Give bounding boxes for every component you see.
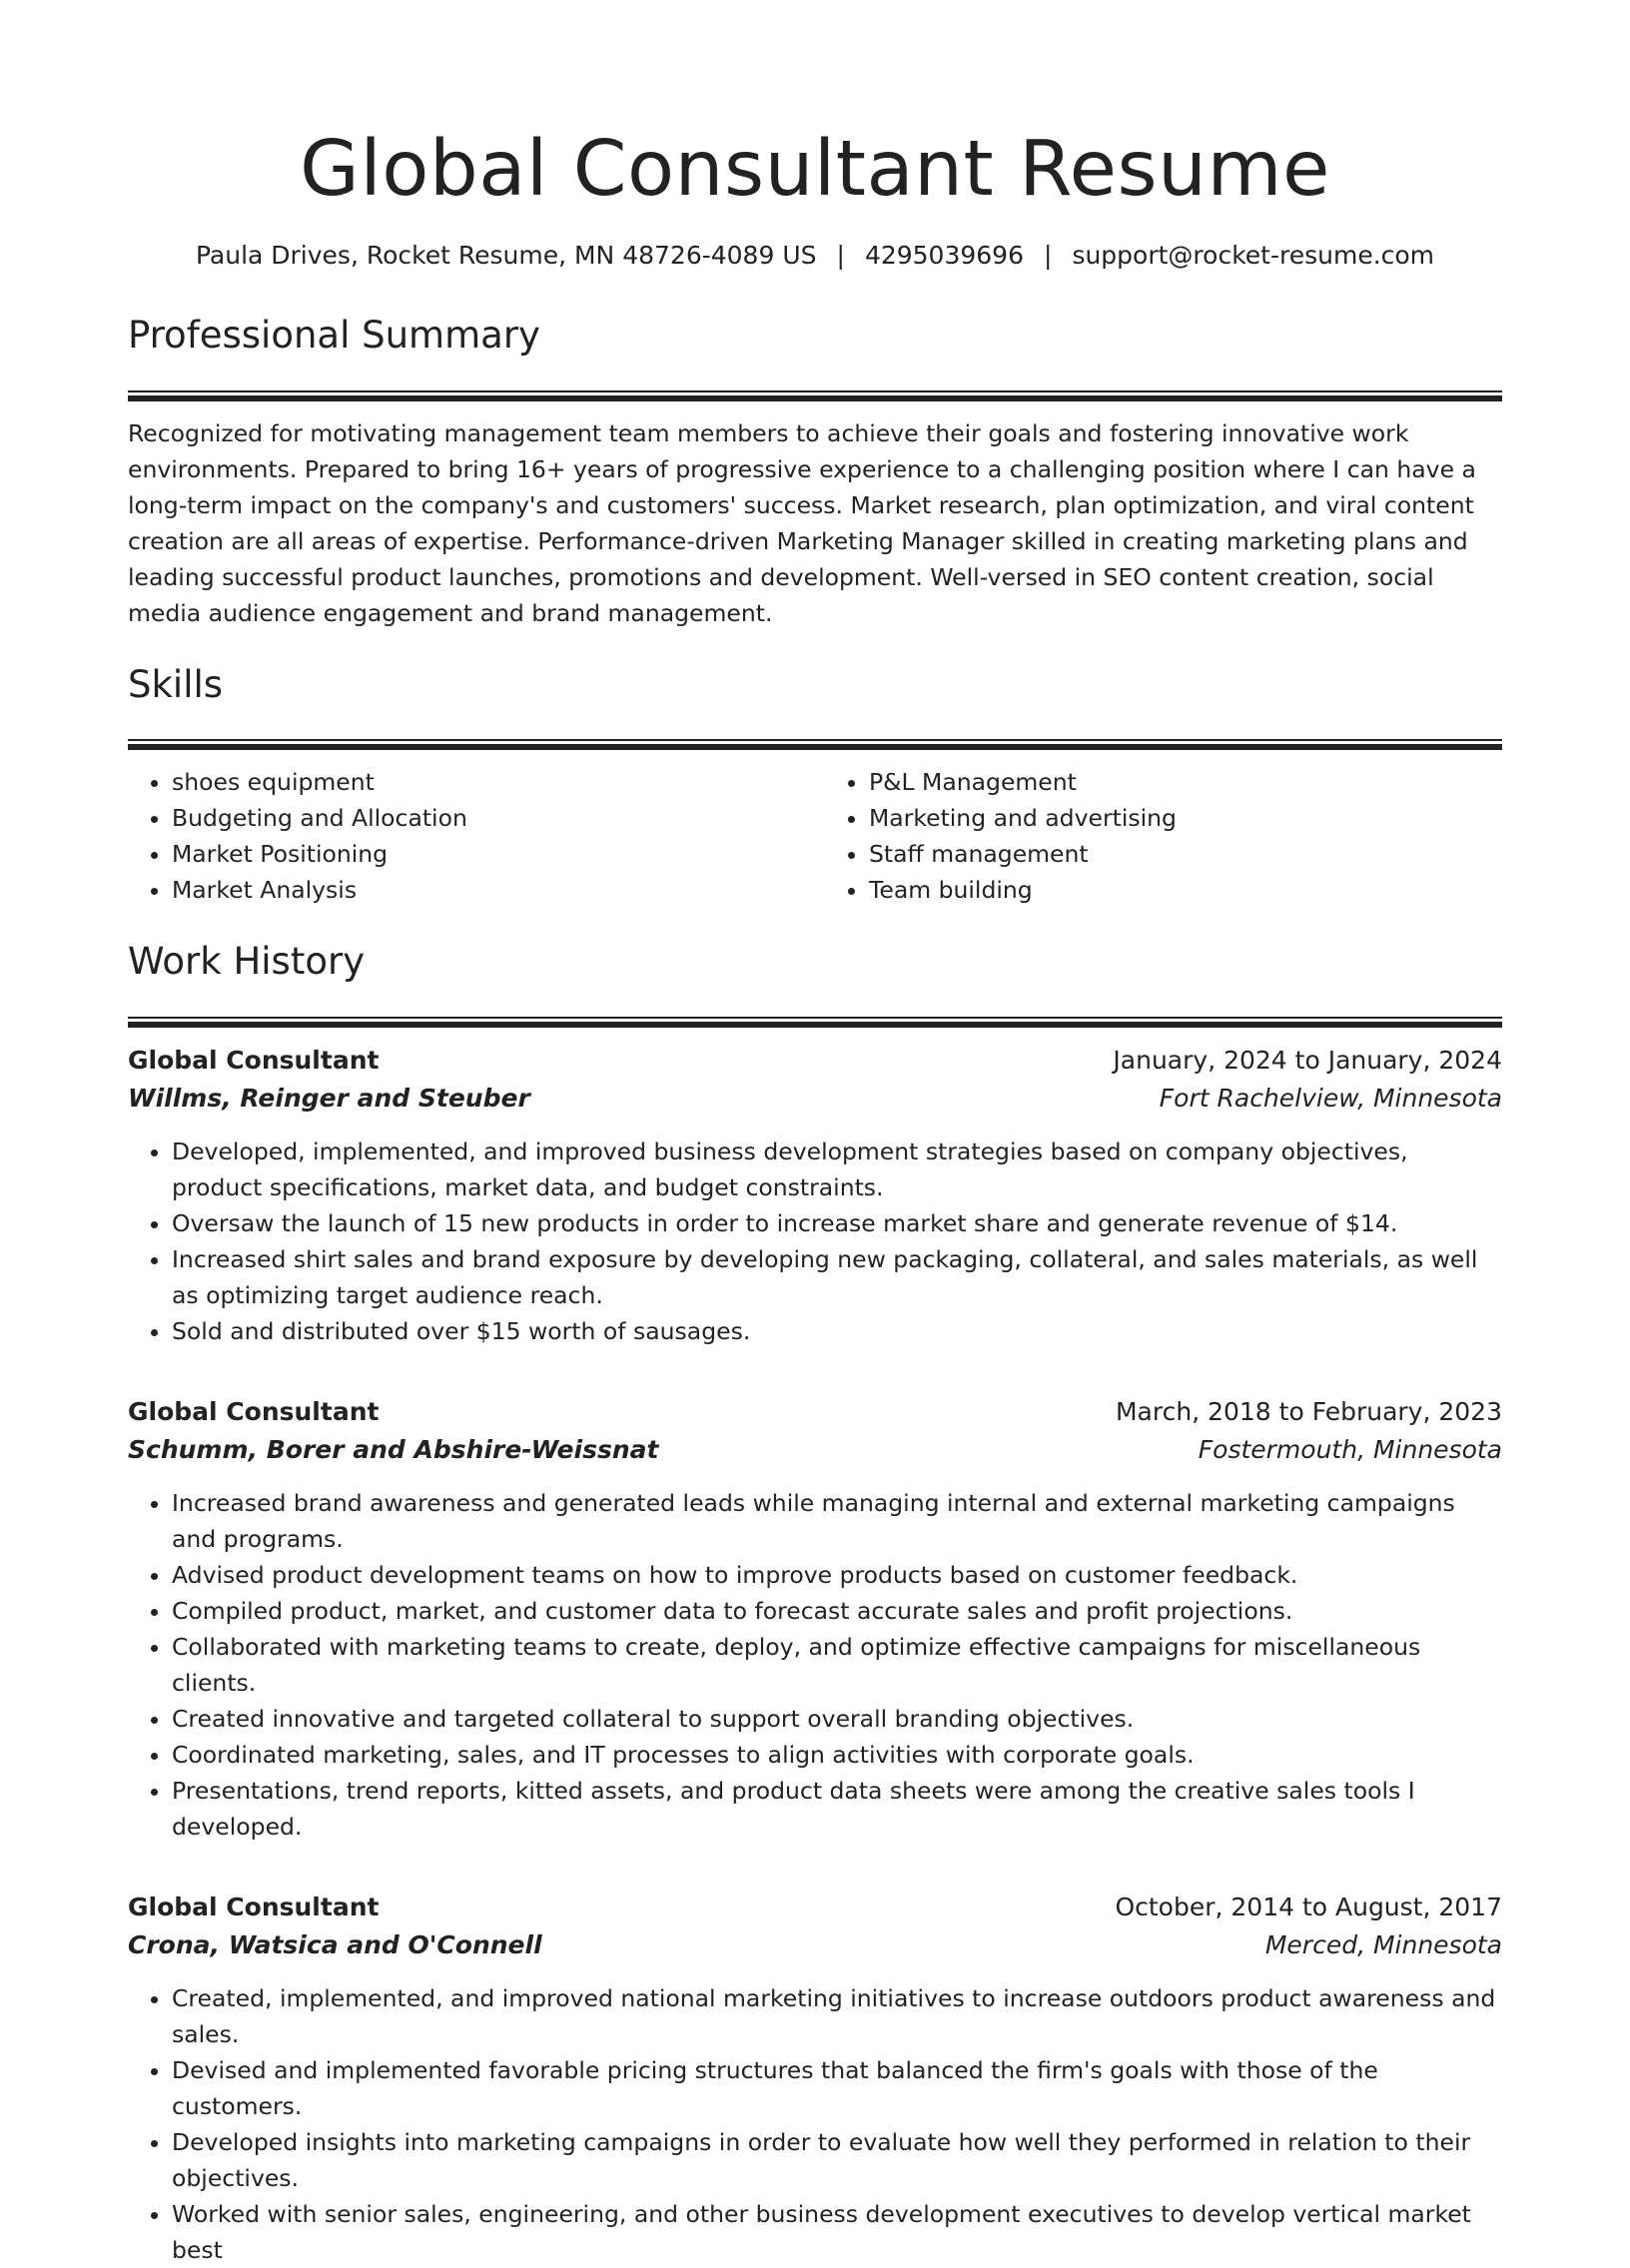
skill-item: • Budgeting and Allocation <box>172 800 805 836</box>
job-bullet: • Created innovative and targeted collateral to support overall branding objectives. <box>172 1701 1502 1737</box>
resume-page <box>128 0 1502 2265</box>
contact-separator: | <box>1044 241 1053 270</box>
job-bullet: • Oversaw the launch of 15 new products in order to increase market share and generate revenue of $14. <box>172 1205 1502 1241</box>
job-company: Crona, Watsica and O'Connell <box>128 1930 542 1960</box>
skill-item: • Market Positioning <box>172 836 805 872</box>
job-entry <box>128 1889 1502 2268</box>
job-dates: January, 2024 to January, 2024 <box>1113 1046 1502 1076</box>
job-company-row <box>128 1926 1502 1964</box>
job-header-row <box>128 1393 1502 1431</box>
skills-list-right <box>825 764 1502 908</box>
job-bullet: • Collaborated with marketing teams to create, deploy, and optimize effective campaigns for miscellaneous clients. <box>172 1629 1502 1701</box>
section-heading-work-history: Work History <box>128 940 366 984</box>
skill-item: • Market Analysis <box>172 872 805 908</box>
job-bullet: • Worked with senior sales, engineering, and other business development executives to develop vertical market best <box>172 2196 1502 2268</box>
job-entry <box>128 1042 1502 1349</box>
job-bullet: • Increased brand awareness and generated leads while managing internal and external marketing campaigns and programs. <box>172 1485 1502 1557</box>
section-divider <box>128 390 1502 401</box>
contact-line <box>128 240 1502 272</box>
job-bullet: • Developed, implemented, and improved business development strategies based on company objectives, product specifications, market data, and budget constraints. <box>172 1134 1502 1205</box>
section-divider <box>128 1017 1502 1028</box>
job-location: Fostermouth, Minnesota <box>1198 1435 1502 1465</box>
job-bullet: • Created, implemented, and improved national marketing initiatives to increase outdoors product awareness and sales. <box>172 1980 1502 2052</box>
job-bullet: • Advised product development teams on how to improve products based on customer feedback. <box>172 1557 1502 1593</box>
job-bullet-list <box>128 1980 1502 2268</box>
skill-item: • Marketing and advertising <box>869 800 1502 836</box>
job-location: Fort Rachelview, Minnesota <box>1159 1084 1502 1114</box>
summary-text: Recognized for motivating management team members to achieve their goals and fostering innovative work environments. Prepared to bring 16+ years of progressive experience to a challenging position where I can have a long-term impact on the company's and customers' success. Market research, plan optimization, and viral content creation are all areas of expertise. Performance-driven Marketing Manager skilled in creating marketing plans and leading successful product launches, promotions and development. Well-versed in SEO content creation, social media audience engagement and brand management. <box>128 418 1476 627</box>
job-title: Global Consultant <box>128 1892 380 1922</box>
skill-item: • Team building <box>869 872 1502 908</box>
job-bullet: • Presentations, trend reports, kitted assets, and product data sheets were among the creative sales tools I developed. <box>172 1773 1502 1845</box>
job-bullet-list <box>128 1134 1502 1349</box>
work-history-section <box>128 938 1502 2268</box>
job-company-row <box>128 1080 1502 1118</box>
job-dates: March, 2018 to February, 2023 <box>1115 1397 1502 1427</box>
contact-email: support@rocket-resume.com <box>1072 241 1435 270</box>
job-bullet: • Increased shirt sales and brand exposure by developing new packaging, collateral, and sales materials, as well as optimizing target audience reach. <box>172 1241 1502 1313</box>
contact-address: Paula Drives, Rocket Resume, MN 48726-4089 US <box>195 241 817 270</box>
job-bullet-list <box>128 1485 1502 1845</box>
job-dates: October, 2014 to August, 2017 <box>1115 1892 1502 1922</box>
job-entry <box>128 1393 1502 1845</box>
skill-item: • shoes equipment <box>172 764 805 800</box>
contact-separator: | <box>836 241 845 270</box>
page-title: Global Consultant Resume <box>300 125 1330 214</box>
skills-section <box>128 661 1502 909</box>
job-bullet: • Coordinated marketing, sales, and IT processes to align activities with corporate goals. <box>172 1737 1502 1773</box>
job-header-row <box>128 1042 1502 1080</box>
job-bullet: • Compiled product, market, and customer data to forecast accurate sales and profit projections. <box>172 1593 1502 1629</box>
section-heading-summary: Professional Summary <box>128 314 540 357</box>
section-divider <box>128 739 1502 750</box>
job-bullet: • Sold and distributed over $15 worth of sausages. <box>172 1313 1502 1349</box>
job-location: Merced, Minnesota <box>1264 1930 1502 1960</box>
skill-item: • Staff management <box>869 836 1502 872</box>
job-company: Schumm, Borer and Abshire-Weissnat <box>128 1435 659 1465</box>
job-bullet: • Developed insights into marketing campaigns in order to evaluate how well they performed in relation to their objectives. <box>172 2124 1502 2196</box>
job-header-row <box>128 1889 1502 1926</box>
job-title: Global Consultant <box>128 1397 380 1427</box>
skills-list-left <box>128 764 805 908</box>
job-company-row <box>128 1431 1502 1469</box>
job-title: Global Consultant <box>128 1046 380 1076</box>
job-bullet: • Devised and implemented favorable pricing structures that balanced the firm's goals with those of the customers. <box>172 2052 1502 2124</box>
skill-item: • P&L Management <box>869 764 1502 800</box>
professional-summary-section <box>128 312 1502 631</box>
skills-grid <box>128 764 1502 908</box>
contact-phone: 4295039696 <box>864 241 1024 270</box>
job-company: Willms, Reinger and Steuber <box>128 1084 530 1114</box>
section-heading-skills: Skills <box>128 662 224 706</box>
